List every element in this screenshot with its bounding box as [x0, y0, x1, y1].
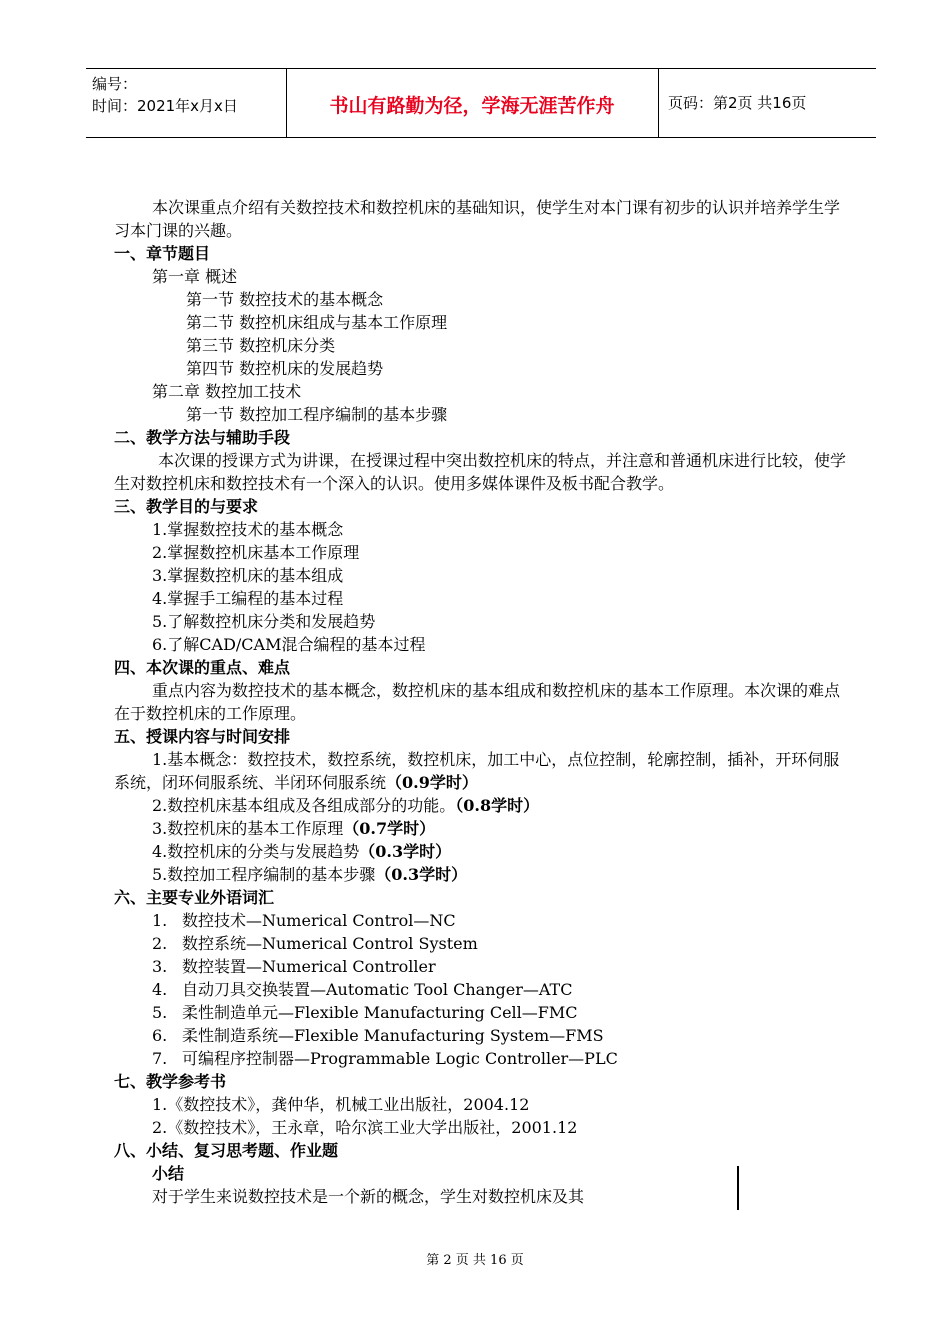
schedule-item: [114, 840, 852, 863]
vocab-term: 柔性制造单元—Flexible Manufacturing Cell—FMC: [182, 1003, 578, 1022]
vocab-number: 3.: [152, 957, 168, 976]
objective-item: 6.了解CAD/CAM混合编程的基本过程: [152, 635, 426, 654]
schedule-hours: （0.8学时）: [455, 796, 540, 815]
vocab-number: 5.: [152, 1003, 168, 1022]
schedule-item: [114, 863, 852, 886]
vocab-item: [114, 1001, 852, 1024]
header-page-code: 页码：第2页 共16页: [668, 94, 807, 112]
number-label: 编号：: [92, 75, 138, 93]
objective-item: 2.掌握数控机床基本工作原理: [152, 543, 360, 562]
section-4-text: 重点内容为数控技术的基本概念，数控机床的基本组成和数控机床的基本工作原理。本次课的难点在于数控机床的工作原理。: [114, 681, 841, 723]
objective-item: 4.掌握手工编程的基本过程: [152, 589, 344, 608]
time-label: 时间：2021年x月x日: [92, 97, 238, 115]
vocab-term: 可编程序控制器—Programmable Logic Controller—PLC: [182, 1049, 618, 1068]
vocab-term: 柔性制造系统—Flexible Manufacturing System—FMS: [182, 1026, 604, 1045]
section-5-title: 五、授课内容与时间安排: [114, 727, 291, 746]
section-3-title: 三、教学目的与要求: [114, 497, 259, 516]
page-footer: 第 2 页 共 16 页: [426, 1253, 524, 1268]
schedule-hours: （0.9学时）: [386, 773, 478, 792]
vocab-item: [114, 955, 852, 978]
section-6-title: 六、主要专业外语词汇: [114, 888, 275, 907]
vocab-item: [114, 1024, 852, 1047]
schedule-item: [114, 817, 852, 840]
section-4-title: 四、本次课的重点、难点: [114, 658, 291, 677]
vocab-term: 数控系统—Numerical Control System: [182, 934, 478, 953]
schedule-text: 3.数控机床的基本工作原理: [152, 819, 344, 838]
chapter-1-section: 第二节 数控机床组成与基本工作原理: [186, 313, 448, 332]
chapter-1-section: 第三节 数控机床分类: [186, 336, 336, 355]
chapter-1-section: 第四节 数控机床的发展趋势: [186, 359, 384, 378]
vocab-number: 1.: [152, 911, 168, 930]
schedule-item: [114, 748, 852, 794]
vocab-number: 2.: [152, 934, 168, 953]
schedule-hours: （0.3学时）: [375, 865, 468, 884]
summary-subtitle: 小结: [152, 1164, 185, 1183]
reference-item: 1.《数控技术》，龚仲华，机械工业出版社，2004.12: [152, 1095, 530, 1114]
vocab-item: [114, 978, 852, 1001]
schedule-hours: （0.7学时）: [343, 819, 436, 838]
chapter-1-title: 第一章 概述: [152, 267, 238, 286]
vocab-item: [114, 1047, 852, 1070]
schedule-hours: （0.3学时）: [359, 842, 452, 861]
vocab-item: [114, 932, 852, 955]
chapter-2-section: 第一节 数控加工程序编制的基本步骤: [186, 405, 448, 424]
vocab-number: 4.: [152, 980, 168, 999]
schedule-item: [114, 794, 852, 817]
section-8-title: 八、小结、复习思考题、作业题: [114, 1141, 339, 1160]
schedule-text: 4.数控机床的分类与发展趋势: [152, 842, 360, 861]
vocab-number: 7.: [152, 1049, 168, 1068]
chapter-2-title: 第二章 数控加工技术: [152, 382, 302, 401]
header-info: [92, 73, 238, 117]
section-1-title: 一、章节题目: [114, 244, 211, 263]
reference-item: 2.《数控技术》，王永章，哈尔滨工业大学出版社，2001.12: [152, 1118, 578, 1137]
text-cursor: [737, 1166, 739, 1210]
schedule-text: 1.基本概念：数控技术，数控系统，数控机床，加工中心，点位控制，轮廓控制，插补，开环伺服系统，闭环伺服系统、半闭环伺服系统: [114, 750, 840, 792]
document-body: [114, 196, 852, 1208]
summary-text: 对于学生来说数控技术是一个新的概念，学生对数控机床及其: [152, 1187, 585, 1206]
objective-item: 1.掌握数控技术的基本概念: [152, 520, 344, 539]
schedule-text: 2.数控机床基本组成及各组成部分的功能。: [152, 796, 456, 815]
header-motto: 书山有路勤为径，学海无涯苦作舟: [329, 95, 615, 117]
vocab-number: 6.: [152, 1026, 168, 1045]
vocab-term: 自动刀具交换装置—Automatic Tool Changer—ATC: [182, 980, 573, 999]
section-2-text: 本次课的授课方式为讲课，在授课过程中突出数控机床的特点，并注意和普通机床进行比较，使学生对数控机床和数控技术有一个深入的认识。使用多媒体课件及板书配合教学。: [114, 451, 847, 493]
chapter-1-section: 第一节 数控技术的基本概念: [186, 290, 384, 309]
page-header: [86, 68, 876, 138]
objective-item: 5.了解数控机床分类和发展趋势: [152, 612, 376, 631]
objective-item: 3.掌握数控机床的基本组成: [152, 566, 344, 585]
section-7-title: 七、教学参考书: [114, 1072, 227, 1091]
vocab-term: 数控技术—Numerical Control—NC: [182, 911, 456, 930]
vocab-term: 数控装置—Numerical Controller: [182, 957, 436, 976]
schedule-text: 5.数控加工程序编制的基本步骤: [152, 865, 376, 884]
section-2-title: 二、教学方法与辅助手段: [114, 428, 291, 447]
intro-paragraph: 本次课重点介绍有关数控技术和数控机床的基础知识，使学生对本门课有初步的认识并培养学生学习本门课的兴趣。: [114, 198, 841, 240]
vocab-item: [114, 909, 852, 932]
header-divider: [658, 69, 659, 137]
